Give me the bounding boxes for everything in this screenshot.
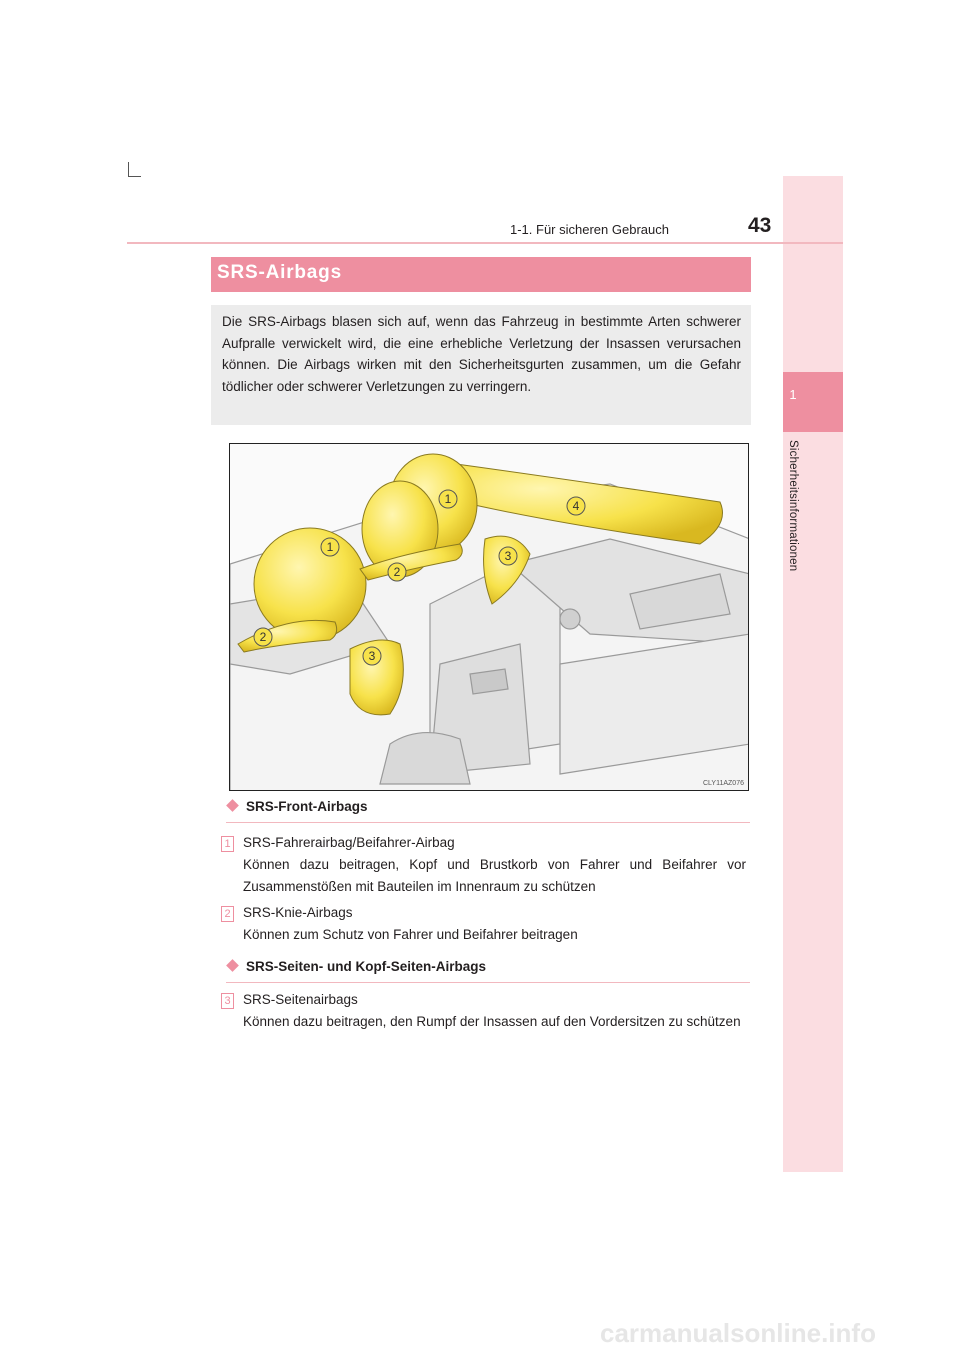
item-title-1: SRS-Fahrerairbag/Beifahrer-Airbag [243,835,455,850]
intro-text: Die SRS-Airbags blasen sich auf, wenn das Fahrzeug in bestimmte Arten schwerer Aufpralle verwickelt wird, die eine erhebliche Verletzung der Insassen verursachen können. Die Airbags wirken mit den Sicherheitsgurten zusammen, um die Gefahr tödlicher oder schwerer Verletzungen zu verringern. [222,314,741,394]
callout-2a [388,563,406,581]
crop-mark [128,176,141,177]
section-rule [226,982,750,983]
car-interior-drawing [230,444,749,791]
diamond-icon [226,959,239,972]
section-heading-front-airbags: SRS-Front-Airbags [226,799,368,814]
diamond-icon [226,799,239,812]
svg-text:4: 4 [572,499,580,513]
figure-code: CLY11AZ076 [703,780,744,787]
callout-2b [254,628,272,646]
section-rule [226,822,750,823]
item-number-2: 2 [221,906,234,922]
chapter-number: 1 [789,387,797,402]
svg-text:2: 2 [393,565,401,579]
chapter-active-marker [783,372,843,432]
item-title-2: SRS-Knie-Airbags [243,905,353,920]
intro-box [211,305,751,425]
chapter-label: Sicherheitsinformationen [787,440,799,572]
callout-3a [499,547,517,565]
item-number-1: 1 [221,836,234,852]
item-title-3: SRS-Seitenairbags [243,992,358,1007]
section-title: 1-1. Für sicheren Gebrauch [510,222,669,237]
header-rule [127,242,843,244]
svg-text:1: 1 [326,540,334,554]
section-heading-side-airbags: SRS-Seiten- und Kopf-Seiten-Airbags [226,959,486,974]
callout-1b [321,538,339,556]
chapter-side-tab [783,176,843,1172]
page-number: 43 [748,214,772,237]
callout-3b [363,647,381,665]
callout-4 [567,497,585,515]
svg-text:3: 3 [368,649,376,663]
item-description-3: Können dazu beitragen, den Rumpf der Insassen auf den Vordersitzen zu schützen [243,1014,741,1029]
item-description-1: Können dazu beitragen, Kopf und Brustkorb von Fahrer und Beifahrer vor Zusammenstößen mit Bauteilen im Innenraum zu schützen [243,857,746,894]
svg-text:1: 1 [444,492,452,506]
item-description-2: Können zum Schutz von Fahrer und Beifahrer beitragen [243,927,578,942]
callout-1a [439,490,457,508]
airbag-illustration [229,443,749,791]
page-heading: SRS-Airbags [217,262,342,283]
watermark: carmanualsonline.info [600,1318,876,1348]
svg-text:3: 3 [504,549,512,563]
svg-text:2: 2 [259,630,267,644]
item-number-3: 3 [221,993,234,1009]
crop-mark [128,162,129,176]
